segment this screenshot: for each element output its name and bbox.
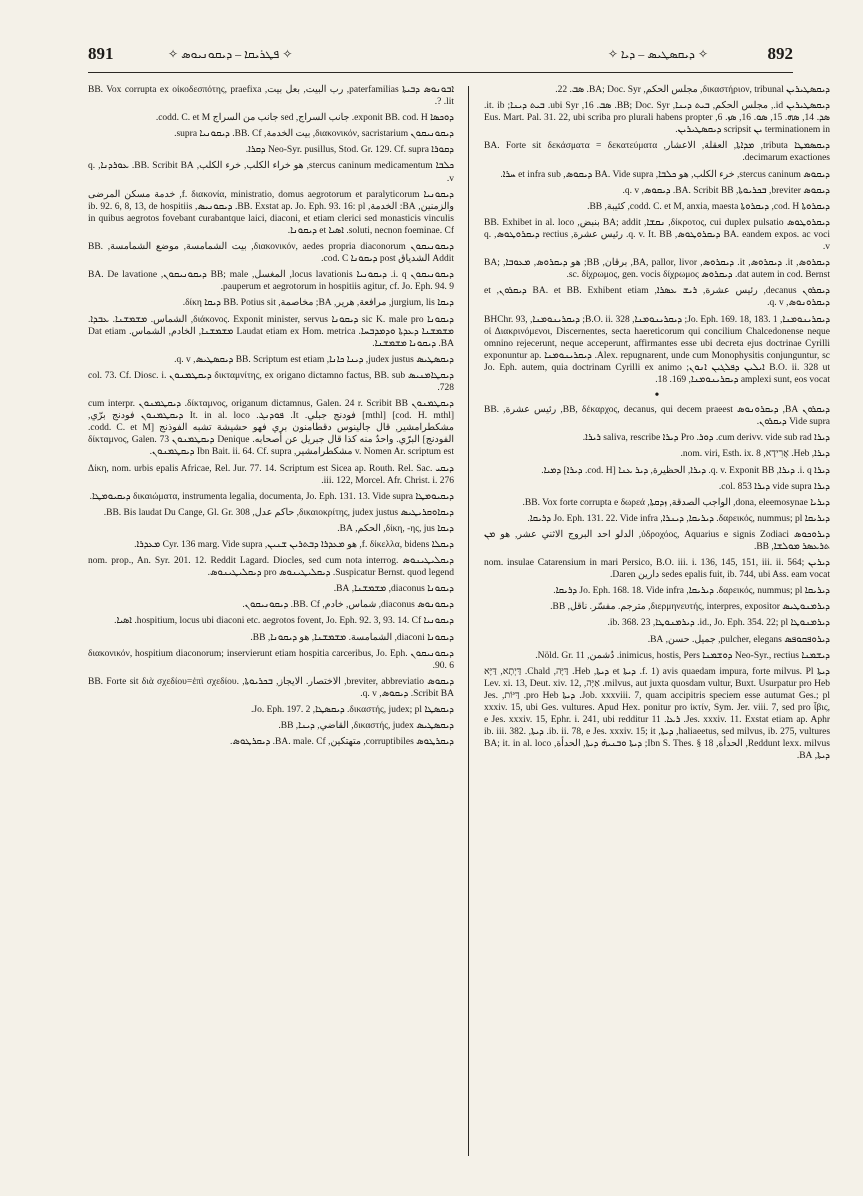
dictionary-entry: ܕܝܩܘܢܐ diaconi, الشمامسة. ܡܫܡܫܢܐ, هو ܕܝܩܘܢܐ, BB. bbox=[250, 632, 454, 643]
dictionary-entry: ܕܝܩܝܘܡܛܐ δικαιώματα, instrumenta legalia, documenta, Jo. Eph. 131. 13. Vide supra ܕܝܩܝܘܡܛܐ. bbox=[89, 491, 454, 502]
dictionary-entry: ܕܝܩܘܣ breviter, ܒܟܪܝܘܬܐ, BA. Scribit BB. ܕܝܩܘܣ, q. v. bbox=[622, 185, 830, 196]
left-page-number: 891 bbox=[88, 44, 114, 63]
dictionary-entry: ܕܝܪܝܩܐ δαρεικός, nummus; pl. ܕܝܪܝܩܐ, ܕܝܢܪܐ, Jo. Eph. 131. 22. Vide infra ܕܪܝܩܐ. bbox=[527, 513, 830, 524]
dictionary-entry: ܕܘܟܣܐ exponit BB. cod. H. جانب السراج, sed جانب من السراج codd. C. et M. bbox=[155, 113, 454, 124]
dictionary-entry: ܕܝܩܐ δίκη, -ης, jus, الحكم, BA. bbox=[337, 523, 454, 534]
dictionary-entry: ܕܝܩܪܘܢ BA, ܕܝܩܪܘܢܘܣ BB, δέκαρχος, decanus, qui decem praeest, رئيس عشرة, BB. Vide supra ܕܝܩܪܘܢ. bbox=[484, 405, 830, 428]
dictionary-entry: ܕܝܩܪܝܢܘܡܢܐ, Jo. Eph. 169. 18, 183. 1; ܕܝܩܪܝܢܘܡܢܐ, B.O. ii. 328; ܕܝܩܪܝܢܘܡܢܐ, BHChr. 93, οἱ Διακρινόμενοι, Discernentes, secta haereticorum qui concilium Chalcedonense neque omnino rejecerunt, neque acceperunt, affirmantes esse ubi decreta ejus doctrinae Cyrilli Alex. repugnarent, unde cum Monophysitis conjunguntur, sc. ܕܝܩܪܝܢܘܡܢܐ exponuntur ap. B.O. ii. 328 ut ܐܝܠܝܢ ܕܦܠܓܝܢ ܐܢܘܢ; Jo. Eph. autem, quia doctrinam Cyrilli ex animo amplexi sunt, eos vocat ܕܝܩܪܝܢܘܡܢܐ, 169. 18. bbox=[484, 314, 830, 385]
dictionary-entry: ܕܝܩܪܘܢ decanus, رئيس عشرة, ܪܝܫ ܥܣܪܐ, BA. et BB. Exhibent etiam ܕܝܩܪܘܢ, et ܕܝܩܪܘܢܘܣ, q. v. bbox=[484, 286, 830, 309]
dictionary-entry: ܕܝܩܘܣ stercus caninum, خرء الكلب, هو ܟܠܒܐ, BA. Vide supra ܕܝܩܘܣ, et infra sub ܚܪܐ. bbox=[500, 169, 830, 180]
left-column bbox=[88, 84, 454, 752]
dictionary-entry: ܕܝܩܣܛܝܣ δικαστής, judex, القاضي, ܕܝܢܐ, BB. bbox=[278, 721, 454, 732]
right-page-number: 892 bbox=[767, 44, 793, 63]
dictionary-entry: ܕܝܪܡܢܘܛܝܣ διερμηνευτής, interpres, expositor, مترجم. مفسّر. ناقل, BB. bbox=[550, 602, 830, 613]
dictionary-entry: ܕܝܫܡܢܐ Neo-Syr., rectius ܕܘܫܡܢܐ inimicus, hostis, Pers. دُشمن, Nöld. Gr. 11. bbox=[535, 650, 830, 661]
dictionary-entry: ܕܝܩܐ jurgium, lis, مرافعة, هرير, BA; مخاصمة, BB. Potius sit ܕܝܩܐ δίκη. bbox=[182, 298, 454, 309]
dictionary-entry: ܕܝܪܘܟܘܣ ὑδροχόος, Aquarius e signis Zodiaci, الدلو احد البروج الاثني عشر, هو ܡܢ ܬܪܥܣܪ ܡܘܠܫܐ, BB. bbox=[484, 529, 830, 552]
dictionary-entry: ܕܝܩܣܛܝܣ judex justus, ܕܝܢܐ ܟܐܢܐ, BB. Scriptum est etiam ܕܝܩܣܛܝܣ, q. v. bbox=[174, 354, 454, 365]
dictionary-entry: ܕܝܪܘܦܩܘܦܣ pulcher, elegans, جميل. حسن, BA. bbox=[647, 634, 830, 645]
dictionary-entry: ܕܝܪܝܢ nom. insulae Catarensium in mari Persico, B.O. iii. i. 136, 145, 151, iii. ii. 564; sedes epalis fuit, ib. 744, ubi Ass. eam vocat دارين Daren. bbox=[484, 558, 830, 581]
dictionary-entry: ܕܝܩܘܢܝܩܘܢ i. q. ܕܝܩܘܢܝܐ locus lavationis, المغسل, BB; male ܕܝܩܘܢܝܩܘܢ, BA. De lavatione pauperum et aegrotorum in hospitiis agitur, cf. Jo. Eph. 94. 9. bbox=[88, 270, 454, 293]
dictionary-entry: ܕܝܪܐ vide supra ܕܝܪܐ col. 853. bbox=[718, 481, 830, 492]
dictionary-entry: ܕܝܩܘܢܝܩܘܢ διακονικόν, aedes propria diaconorum, بيت الشمامسة, موضع الشمامسة, BB. Addit الشدياق post ܕܝܩܘܢܐ cod. C. bbox=[88, 242, 454, 265]
dictionary-entry: ܕܝܩܛܡܢܘܢ δίκταμνος, origanum dictamnus, Galen. 24 r. Scribit BB. ܕܝܩܛܡܢܘܢ cum interpr. [mthl] [cod. H. mthl] فودنج جبلي. It. ܦܘܕܢܓ. It. in al. loco ܕܝܩܛܡܢܘܢ فودنج برّي, مشكطرامشير, قال جالينوس دقطامنون بري فهو حشيشة تشبه الفوذنج [codd. C. et M. الفودنج] البرّي. واحدٌ منه كذا قال جبريل عن أصحابه. Denique ܕܝܩܛܡܢܘܢ δίκταμνος, Galen. 73 v. Nomen Ar. scriptum est مشكطرامشير, Ibn Bait. ii. 64. Cf. supra ܕܝܩܛܡܢܘܢ. bbox=[88, 399, 454, 458]
dictionary-entry: ܕܝܪܡܢܘܛܐ id., Jo. Eph. 354. 22; pl. ܕܝܪܡܢܘܛܐ, ib. 368. 23. bbox=[607, 618, 830, 629]
right-column bbox=[484, 84, 830, 767]
dictionary-entry: ܐܒܘܢܘܣ ܕܒܝܬܐ paterfamilias, رب البيت, بعل بيت, BB. Vox corrupta ex οἰκοδεσπότης, praefixa lit. ?. bbox=[88, 85, 454, 108]
dictionary-entry: ܕܝܩܣܡܛܐ tributa, ܡܕܐܬܐ, العقلة, الاعشار, BA. Forte sit δεκάσματα = δεκατεύματα decimarum exactiones. bbox=[484, 141, 830, 164]
header-rule bbox=[88, 72, 793, 73]
dictionary-entry: ܕܝܩܠܝܛܝܢܘܣ nom. prop., An. Syr. 201. 12. Reddit Lagard. Diocles, sed cum nota interrog. Suspicatur Bernst. quod legend. ܕܝܩܠܝܛܝܢܘܣ pro ܕܝܩܠܝܛܝܢܘܣ. bbox=[88, 556, 454, 579]
dictionary-entry: ܟܠܒܐ stercus caninum medicamentum, هو خراء الكلب, خرء الكلب, BB. Scribit BA. ܥܘܪܕܢܐ, q. v. bbox=[88, 161, 454, 184]
left-running-head: ✧ ܦܛܪܝܩܐ – ܕܝܩܘܢܝܘܣ ✧ bbox=[168, 47, 293, 61]
dictionary-entry: ܕܝܩܘܢܝܩܘܢ διακονικόν, sacristarium, بيت الخدمة, BB. Cf. ܕܝܩܘܢܝܐ supra. bbox=[174, 129, 454, 140]
dictionary-entry: ܕܝܩܘܢܐ sic K. male pro ܕܝܩܘܢܐ διάκονος. Exponit minister, servus, الشماس. ܡܫܡܫܢܐ. ܥܒܕܐ. ܡܫܡܫܢܐ ܕܥܕܬܐ ܘܕܡܕܒܚܐ. Laudat etiam ex Hom. metrica ܡܫܡܫܢܐ, الخادم, الشماس. Dat etiam BA. ܕܝܩܘܢܐ ܡܫܡܫܢܐ. bbox=[88, 314, 454, 349]
dictionary-entry: ܕܝܩܝ Δίκη, nom. urbis epalis Africae, Rel. Jur. 77. 14. Scriptum est Sicea ap. Routh. Rel. Sac. iii. 122, Morcel. Afr. Christ. i. 276. bbox=[88, 463, 454, 486]
dictionary-entry: ܕܝܩܛܐܡܢܝܣ δικταμνίτης, ex origano dictamno factus, BB. sub ܕܝܩܛܡܢܘܢ col. 73. Cf. Diosc. i. 728. bbox=[88, 370, 454, 393]
dictionary-entry: ܕܝܪܐ cum derivv. vide sub rad. ܕܘܪ. Pro ܕܝܪܐ saliva, rescribe ܪܝܪܐ. bbox=[582, 433, 830, 444]
dictionary-entry: • bbox=[654, 388, 660, 404]
dictionary-entry: ܕܝܩܘܣ breviter, abbreviatio, الاختصار. الايجاز, ܒܟܪܝܘܬܐ, BB. Forte sit διὰ σχεδίου=ἐπὶ σχεδίου. Scribit BA. ܕܝܩܘܣ, q. v. bbox=[88, 676, 454, 699]
dictionary-entry: ܕܝܩܘܢܝܩܘܢ διακονικόν, hospitium diaconorum; inservierunt etiam hospitia carceribus, Jo. Eph. 90. 6. bbox=[88, 648, 454, 671]
dictionary-entry: ܕܝܩܣܛܝܪܝܢ δικαστήριον, tribunal, مجلس الحكم, BA; Doc. Syr. ܣܒ. 22. bbox=[555, 85, 830, 95]
dictionary-entry: ܕܝܪܐ, Heb. אֲרִידָא, nom. viri, Esth. ix. 8. bbox=[680, 449, 830, 460]
dictionary-entry: ܕܝܩܐܘܩܪܝܛܝܣ δικαιοκρίτης, judex justus, حاكم عدل, BB. Bis laudat Du Cange, Gl. Gr. 308. bbox=[103, 507, 454, 518]
dictionary-entry: ܕܝܩܪܘܛܘܣ δίκροτος, cui duplex pulsatio, ܢܩܫܐ, BA; addit بنبض, BB. Exhibet in al. loco BA. eandem expos. ac voci ܕܝܩܪܘܛܘܣ, q. v. It. BB. رئيس عشرة, rectius ܕܝܩܪܘܛܘܣ, q. v. bbox=[484, 217, 830, 253]
dictionary-entry: ܕܝܩܣܛܝܪܝܢ id., مجلس الحكم, ܒܝܬ ܕܝܢܐ, BB; Doc. Syr. ܣܒ. 16, ubi Syr. ܒܝܬ ܕܝܢܐ; it. ib. ܣܕ. 14, ܣܗ. 15, ܣܘ. 16, ܣܙ. 6, Eus. Mart. Pal. 31. 22, ubi scriba pro plurali habens propter terminationem in ܝܢ scripsit ܕܝܩܣܛܝܪܝܢ. bbox=[484, 101, 830, 136]
right-running-head: ✧ ܕܝܩܣܛܝܣ – ܕܝܐ ✧ bbox=[607, 47, 708, 61]
dictionary-entry: ܕܝܩܪܘܣ, it. ܕܝܩܪܘܣ, it. ܕܝܩܪܘܣ, BA, pallor, livor, برقان, BB; هو ܕܝܩܪܘܣ, ܡܥܘܒܐ, BA; dat autem in cod. Bernst. ܕܝܩܪܘܣ sc. δίχρωμος, gen. vocis δίχρωμος. bbox=[484, 258, 830, 281]
dictionary-entry: ܕܝܩܣܛܐ δικαστής, judex; pl. ܕܝܩܣܛܐ, Jo. Eph. 197. 2. bbox=[251, 705, 454, 716]
dictionary-entry: ܕܝܪܝܩܐ δαρεικός, nummus; pl. ܕܝܪܝܩܐ, Jo. Eph. 168. 18. Vide infra ܕܪܝܩܐ. bbox=[553, 586, 830, 597]
dictionary-entry: ܕܝܩܪܛܘܣ corruptibiles, متهتكين, BA. male. Cf. ܕܝܩܪܛܘܣ. bbox=[230, 737, 454, 748]
column-divider bbox=[468, 86, 469, 1156]
dictionary-entry: ܕܝܩܘܢܝܐ hospitium, locus ubi diaconi etc. aegrotos fovent, Jo. Eph. 92. 3, 93. 14. Cf. ܐܣܝܐ. bbox=[114, 616, 454, 627]
dictionary-entry: ܕܝܩܪܘܬܐ cod. H, ܕܝܩܪܘܬܐ codd. C. et M, anxia, maesta, كئيبة, BB. bbox=[587, 201, 830, 212]
dictionary-entry: ܕܝܩܘܢܝܐ f. διακονία, ministratio, domus aegrotorum et paralyticorum, خدمة مسكن المرضى والزمنين, BA: الخدمة, BB. Exstat ap. Jo. Eph. 93. 16: pl. ܕܝܩܘܢܝܣ, ib. 92. 6, 8, 13, de hospitiis in quibus aegrotos fovebant curabantque laici, diaconi, et etiam clerici sed monasticis vinculis soluti, necnon foeminae. Cf. ܐܣܝܐ et ܕܝܩܘܢܐ. bbox=[88, 189, 454, 236]
dictionary-entry: ܕܝܪܐ i. q. ܕܝܪܐ, q. v. Exponit BB. ܕܝܪܐ, الحظيرة, ܕܝܪ ܥܢܐ [cod. H. ܕܝܪܐ] ܕܡܝܐ. bbox=[541, 465, 830, 476]
dictionary-entry: ܕܝܪܝܐ dona, eleemosynae, الواجب الصدقة, ܙܕܩܬܐ, BB. Vox forte corrupta e δωρεά. bbox=[522, 497, 830, 508]
page-header bbox=[88, 44, 793, 70]
dictionary-entry: ܕܝܬܐ f. 1) avis quaedam impura, forte milvus. Pl. ܕܝܬܐ et ܕܝܬܐ, Heb. דַּיָּה, Chald. דַּיְתָא, דַּיָּא milvus, aut juxta quosdam vultur, Buxt. Usurpatur pro Heb. אַיָּה, Lev. xi. 13, Deut. xiv. 12, Job. xxxviii. 7, quam accipitris speciem esse autumat Ges.; pl. ܕܝܬܐ pro Heb. דַּיּוֹת, Jes. xxxiv. 15, ubi Ges. vultures. Apud Hex. ponitur pro ἰκτίν, Sym. Jer. viii. 7, sed pro ἶβις, Jes. xxxiv. 11. Exstat etiam ap. Aphr. ܪܥܐ. 11 e Jes. xxxiv. 15, Ephr. i. 241, ubi redditur haliaeetus, sed milvus, ib. 275, vultures, ܕܝܬܐ, ib. ii. 78, e Jes. xxxiv. 15; it. ܕܝܬܐ, ib. iii. 382. Reddunt lexx. milvus, الحدأة, Ibn S. Thes. § 18; ܕܝܬܐ ܘܒܢܝܗ̇ ܕܝܬܐ, الحدأة, BA; it. in al. loco ܕܝܬܐ, BA. bbox=[484, 666, 830, 762]
dictionary-entry: ܕܝܩܠܐ f. δίκελλα, bidens, هو ܡܥܕܪܐ ܕܒܬܪܝܢ ܫܢܝܢ, Cyr. 136 marg. Vide supra ܡܥܕܪܐ. bbox=[134, 540, 454, 550]
dictionary-entry: ܕܝܩܘܢܐ diaconus, ܡܫܡܫܢܐ, BA. bbox=[333, 584, 454, 595]
dictionary-entry: ܕܝܩܘܢܘܣ diaconus, شماس, خادم, BB. Cf. ܕܝܩܘܢܝܩܘܢ. bbox=[242, 600, 454, 611]
dictionary-entry: ܕܩܘܪܐ Neo-Syr. pusillus, Stod. Gr. 129. Cf. supra ܕܩܪܐ. bbox=[245, 145, 454, 156]
